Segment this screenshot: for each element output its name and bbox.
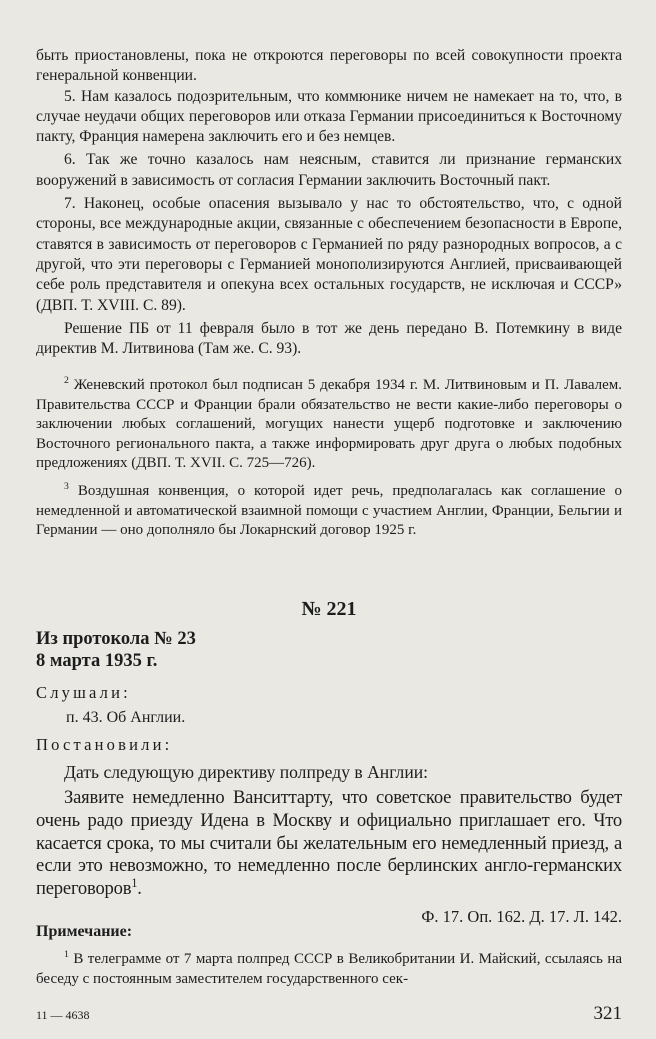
directive-end: . (137, 878, 142, 900)
paragraph-point-7: 7. Наконец, особые опасения вызывало у нас то обстоятельство, что, с одной стороны, все международные акции, связанные с обеспечением безопасности в Европе, ставятся в зависимость от переговоров с Германией по ряду разнородных вопросов, а с другой, что эти переговоры с Германией монополизируются Англией, присваивающей себе роль представителя и опекуна всех остальных государств, не исключая и СССР» (ДВП. Т. XVIII. С. 89). (36, 195, 622, 314)
note-heading: Примечание: (36, 923, 133, 940)
note-1-text: В телеграмме от 7 марта полпред СССР в Великобритании И. Майский, ссылаясь на беседу с постоянным заместителем государственного сек- (36, 951, 622, 987)
directive-text (36, 787, 622, 901)
paragraph-point-5: 5. Нам казалось подозрительным, что коммюнике ничем не намекает на то, что, в случае неудачи общих переговоров или отказа Германии присоединиться к Восточному пакту, Франция намерена заключить его и без немцев. (36, 87, 622, 146)
document-221 (36, 597, 622, 927)
prev-footnotes (36, 376, 622, 541)
footnote-3-text: Воздушная конвенция, о которой идет речь, предполагалась как соглашение о немедленной и автоматической взаимной помощи с участием Англии, Франции, Бельгии и Германии — оно дополняло бы Локарнский договор 1925 г. (36, 482, 622, 539)
note-1 (36, 950, 622, 989)
note-block (36, 921, 622, 989)
paragraph-continuation: быть приостановлены, пока не откроются переговоры по всей совокупности проекта генеральной конвенции. (36, 47, 622, 85)
footnote-3 (36, 482, 622, 541)
paragraph-point-6: 6. Так же точно казалось нам неясным, ставится ли признание германских вооружений в зависимость от согласия Германии заключить Восточный пакт. (36, 151, 622, 189)
protocol-title: Из протокола № 23 (36, 629, 196, 649)
page-number: 321 (593, 1003, 622, 1024)
page-footer (36, 999, 622, 1025)
footnote-3-mark: 3 (64, 480, 69, 492)
document-number: № 221 (301, 598, 357, 620)
footnote-2-text: Женевский протокол был подписан 5 декабря 1934 г. М. Литвиновым и П. Лавалем. Правительства СССР и Франции брали обязательство не вести какие-либо переговоры о заключении любых соглашений, могущих нанести ущерб подготовке и заключению Восточного регионального пакта, а также информировать друг друга о любых подобных предложениях (ДВП. Т. XVII. С. 725—726). (36, 377, 623, 472)
note-1-mark: 1 (64, 949, 69, 960)
footnote-2 (36, 376, 622, 474)
footnote-2-mark: 2 (64, 375, 69, 386)
directive-intro: Дать следующую директиву полпреду в Англии: (64, 762, 429, 782)
printer-signature: 11 — 4638 (36, 1008, 90, 1022)
resolved-label: Постановили: (36, 735, 173, 754)
directive-footnote-mark: 1 (131, 876, 138, 890)
top-text-block (36, 46, 622, 359)
heard-label: Слушали: (36, 683, 131, 702)
heard-item: п. 43. Об Англии. (66, 709, 186, 726)
protocol-date: 8 марта 1935 г. (36, 650, 158, 671)
archive-reference: Ф. 17. Оп. 162. Д. 17. Л. 142. (421, 906, 622, 926)
paragraph-decision: Решение ПБ от 11 февраля было в тот же день передано В. Потемкину в виде директив М. Литвинова (Там же. С. 93). (36, 319, 622, 358)
directive-body: Заявите немедленно Ванситтарту, что советское правительство будет очень радо приезду Идена в Москву и официально приглашает его. Что касается срока, то мы считали бы желательным его немедленный приезд, а если это невозможно, то немедленно после берлинских англо-германских переговоров (36, 787, 622, 900)
